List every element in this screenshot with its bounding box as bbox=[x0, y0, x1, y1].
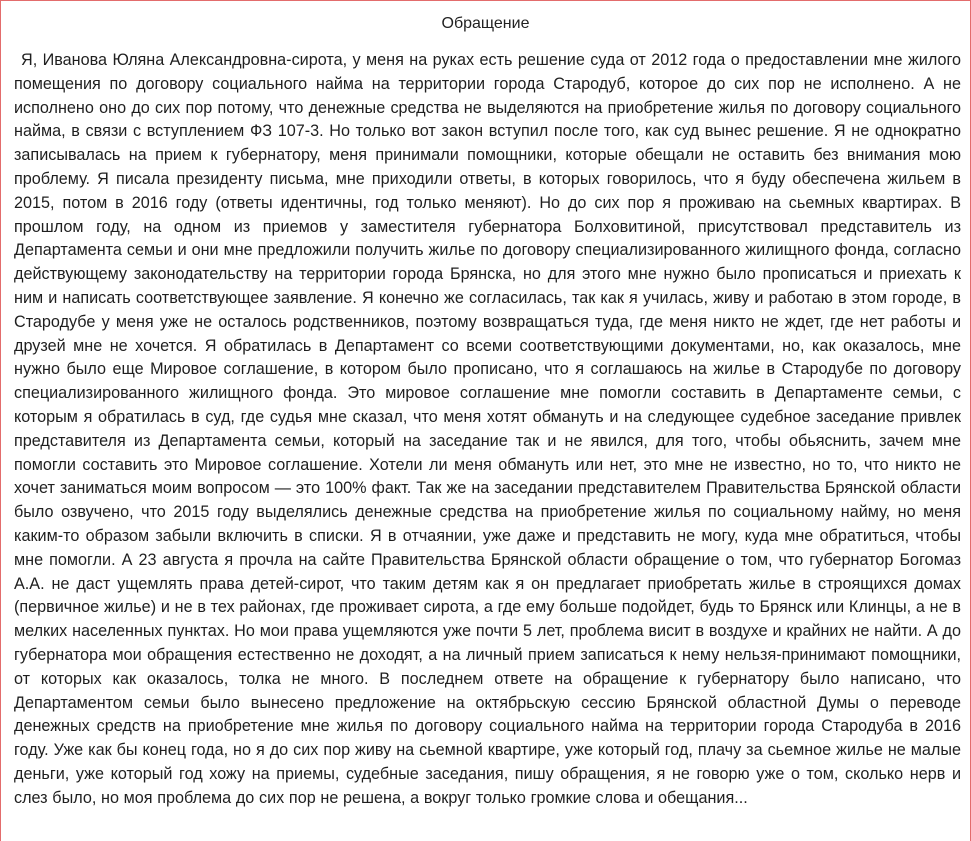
document-body-text: Я, Иванова Юляна Александровна-сирота, у меня на руках есть решение суда от 2012 года о предоставлении мне жилого помещения по договору социального найма на территории города Стародуб, которое до сих пор не исполнено. А не исполнено оно до сих пор потому, что денежные средства не выделяются на приобретение жилья по договору социального найма, в связи с вступлением ФЗ 107-3. Но только вот закон вступил после того, как суд вынес решение. Я не однократно записывалась на прием к губернатору, меня принимали помощники, которые обещали не оставить без внимания мою проблему. Я писала президенту письма, мне приходили ответы, в которых говорилось, что я буду обеспечена жильем в 2015, потом в 2016 году (ответы идентичны, год только меняют). Но до сих пор я проживаю на сьемных квартирах. В прошлом году, на одном из приемов у заместителя губернатора Болховитиной, присутствовал представитель из Департамента семьи и они мне предложили получить жилье по договору специализированного жилищного фонда, согласно действующему законодательству на территории города Брянска, но для этого мне нужно было прописаться и приехать к ним и написать соответствующее заявление. Я конечно же согласилась, так как я училась, живу и работаю в этом городе, в Стародубе у меня уже не осталось родственников, поэтому возвращаться туда, где меня никто не ждет, где нет работы и друзей мне не хочется. Я обратилась в Департамент со всеми соответствующими документами, но, как оказалось, мне нужно было еще Мировое соглашение, в котором было прописано, что я соглашаюсь на жилье в Стародубе по договору специализированного жилищного фонда. Это мировое соглашение мне помогли составить в Департаменте семьи, с которым я обратилась в суд, где судья мне сказал, что меня хотят обмануть и на следующее судебное заседание привлек представителя из Департамента семьи, который на заседание так и не явился, для того, чтобы обьяснить, зачем мне помогли составить это Мировое соглашение. Хотели ли меня обмануть или нет, это мне не известно, но то, что никто не хочет заниматься моим вопросом — это 100% факт. Так же на заседании представителем Правительства Брянской области было озвучено, что 2015 году выделялись денежные средства на приобретение жилья по социальному найму, но меня каким-то образом забыли включить в списки. Я в отчаянии, уже даже и представить не могу, куда мне обратиться, чтобы мне помогли. А 23 августа я прочла на сайте Правительства Брянской области обращение о том, что губернатор Богомаз А.А. не даст ущемлять права детей-сирот, что таким детям как я он предлагает приобретать жилье в строящихся домах (первичное жилье) и не в тех районах, где проживает сирота, а где ему больше подойдет, будь то Брянск или Клинцы, а не в мелких населенных пунктах. Но мои права ущемляются уже почти 5 лет, проблема висит в воздухе и крайних не найти. А до губернатора мои обращения естественно не доходят, а на личный прием записаться к нему нельзя-принимают помощники, от которых как оказалось, толка не много. В последнем ответе на обращение к губернатору было написано, что Департаментом семьи было вынесено предложение на октябрьскую сессию Брянской областной Думы о переводе денежных средств на приобретение мне жилья по договору социального найма на территории города Стародуба в 2016 году. Уже как бы конец года, но я до сих пор живу на сьемной квартире, уже который год, плачу за сьемное жилье не малые деньги, уже который год хожу на приемы, судебные заседания, пишу обращения, я не говорю уже о том, сколько нерв и слез было, но моя проблема до сих пор не решена, а вокруг только громкие слова и обещания... bbox=[14, 51, 961, 807]
document-title: Обращение bbox=[441, 15, 530, 32]
